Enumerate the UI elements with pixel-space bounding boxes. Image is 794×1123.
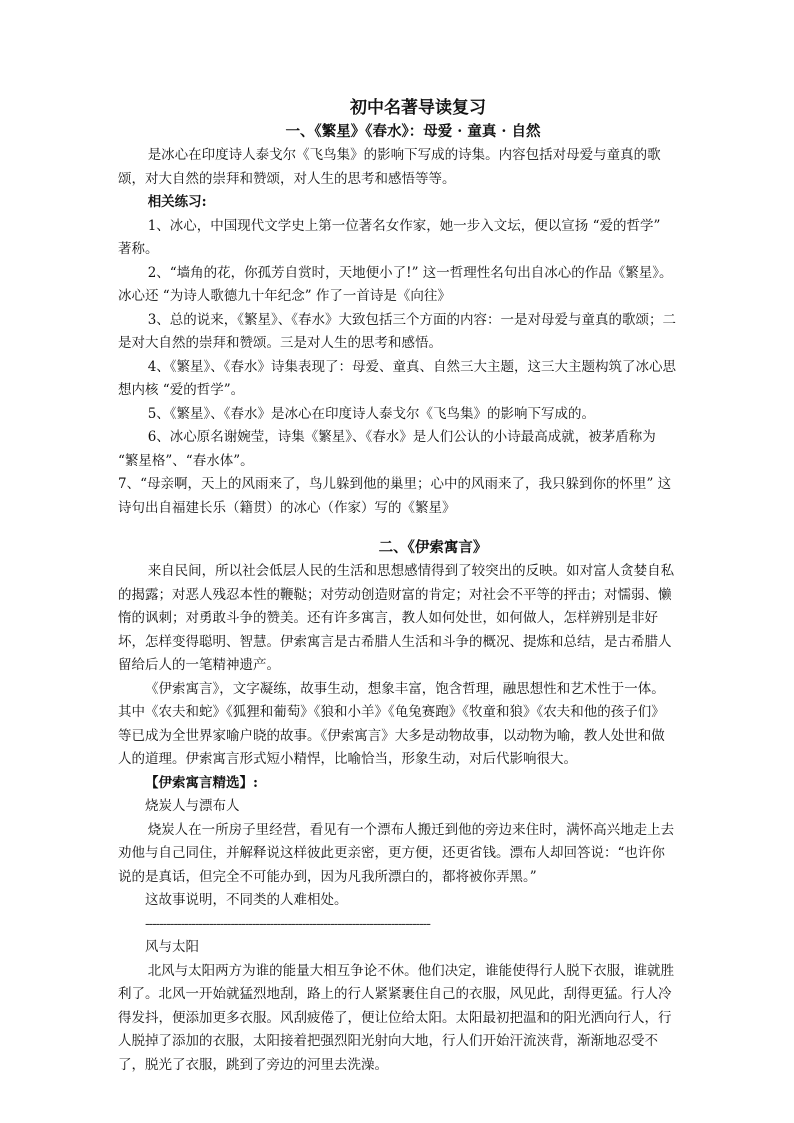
practice-item-4: 4、《繁星》、《春水》诗集表现了：母爱、童真、自然三大主题，这三大主题构筑了冰心思想内核 “爱的哲学”。	[118, 358, 677, 398]
story1-moral: 这故事说明，不同类的人难相处。	[145, 892, 348, 908]
practice-item-1: 1、冰心，中国现代文学史上第一位著名女作家，她一步入文坛，便以宣扬 “爱的哲学” 著称。	[118, 217, 661, 257]
practice-item-7: 7、“母亲啊，天上的风雨来了，鸟儿躲到他的巢里；心中的风雨来了，我只躲到你的怀里” 这诗句出自福建长乐（籍贯）的冰心（作家）写的《繁星》	[118, 476, 672, 516]
section2-para-2: 《伊索寓言》，文字凝练，故事生动，想象丰富，饱含哲理，融思想性和艺术性于一体。其中《农夫和蛇》《狐狸和葡萄》《狼和小羊》《龟兔赛跑》《牧童和狼》《农夫和他的孩子们》等已成为全世界家喻户晓的故事。《伊索寓言》大多是动物故事，以动物为喻，教人处世和做人的道理。伊索寓言形式短小精悍，比喻恰当，形象生动，对后代影响很大。	[118, 680, 665, 767]
story1-moral-block	[118, 889, 678, 960]
section2-para-1: 来自民间，所以社会低层人民的生活和思想感情得到了较突出的反映。如对富人贪婪自私的揭露；对恶人残忍本性的鞭鞑；对劳动创造财富的肯定；对社会不平等的抨击；对懦弱、懒惰的讽刺；对勇敢斗争的赞美。还有许多寓言，教人如何处世，如何做人，怎样辨别是非好坏，怎样变得聪明、智慧。伊索寓言是古希腊人生活和斗争的概况、提炼和总结，是古希腊人留给后人的一笔精神遗产。	[118, 563, 675, 673]
practice-item-5: 5、《繁星》、《春水》是冰心在印度诗人泰戈尔《飞鸟集》的影响下写成的。	[147, 405, 596, 422]
document-page	[118, 92, 678, 1077]
section1-heading: 一、《繁星》《春水》：母爱 · 童真 · 自然	[285, 123, 541, 140]
story-block	[118, 795, 678, 819]
section2-heading: 二、《伊索寓言》	[378, 539, 488, 556]
practice-item-3: 3、总的说来，《繁星》、《春水》大致包括三个方面的内容：一是对母爱与童真的歌颂；二是对大自然的崇拜和赞颂。三是对人生的思考和感悟。	[118, 311, 677, 351]
practice-item-2: 2、“墙角的花，你孤芳自赏时，天地便小了!” 这一哲理性名句出自冰心的作品《繁星》。冰心还 “为诗人歌德九十年纪念” 作了一首诗是《向往》	[118, 264, 673, 304]
story-separator: --------------------------------------------------------------------------------	[145, 915, 430, 932]
story1-text: 烧炭人在一所房子里经营，看见有一个漂布人搬迁到他的旁边来住时，满怀高兴地走上去劝他与自己同住，并解释说这样彼此更亲密，更方便，还更省钱。漂布人却回答说：“也许你说的是真话，但完全不可能办到，因为凡我所漂白的，都将被你弄黑。”	[118, 821, 675, 885]
selection-label: 【伊索寓言精选】:	[145, 774, 258, 791]
page-title: 初中名著导读复习	[350, 98, 486, 118]
story1-title: 烧炭人与漂布人	[145, 798, 240, 814]
section1-intro: 是冰心在印度诗人泰戈尔《飞鸟集》的影响下写成的诗集。内容包括对母爱与童真的歌颂，对大自然的崇拜和赞颂，对人生的思考和感悟等等。	[118, 147, 661, 187]
story2-title: 风与太阳	[145, 939, 199, 955]
story2-text: 北风与太阳两方为谁的能量大相互争论不休。他们决定，谁能使得行人脱下衣服，谁就胜利了。北风一开始就猛烈地刮，路上的行人紧紧裹住自己的衣服，风见此，刮得更猛。行人冷得发抖，便添加更多衣服。风刮疲倦了，便让位给太阳。太阳最初把温和的阳光洒向行人，行人脱掉了添加的衣服，太阳接着把强烈阳光射向大地，行人们开始汗流浃背，渐渐地忍受不了，脱光了衣服，跳到了旁边的河里去洗澡。	[118, 962, 675, 1073]
practice-item-6: 6、冰心原名谢婉莹，诗集《繁星》、《春水》是人们公认的小诗最高成就，被茅盾称为 “繁星格”、“春水体”。	[118, 429, 656, 469]
practice-label: 相关练习:	[147, 194, 207, 210]
